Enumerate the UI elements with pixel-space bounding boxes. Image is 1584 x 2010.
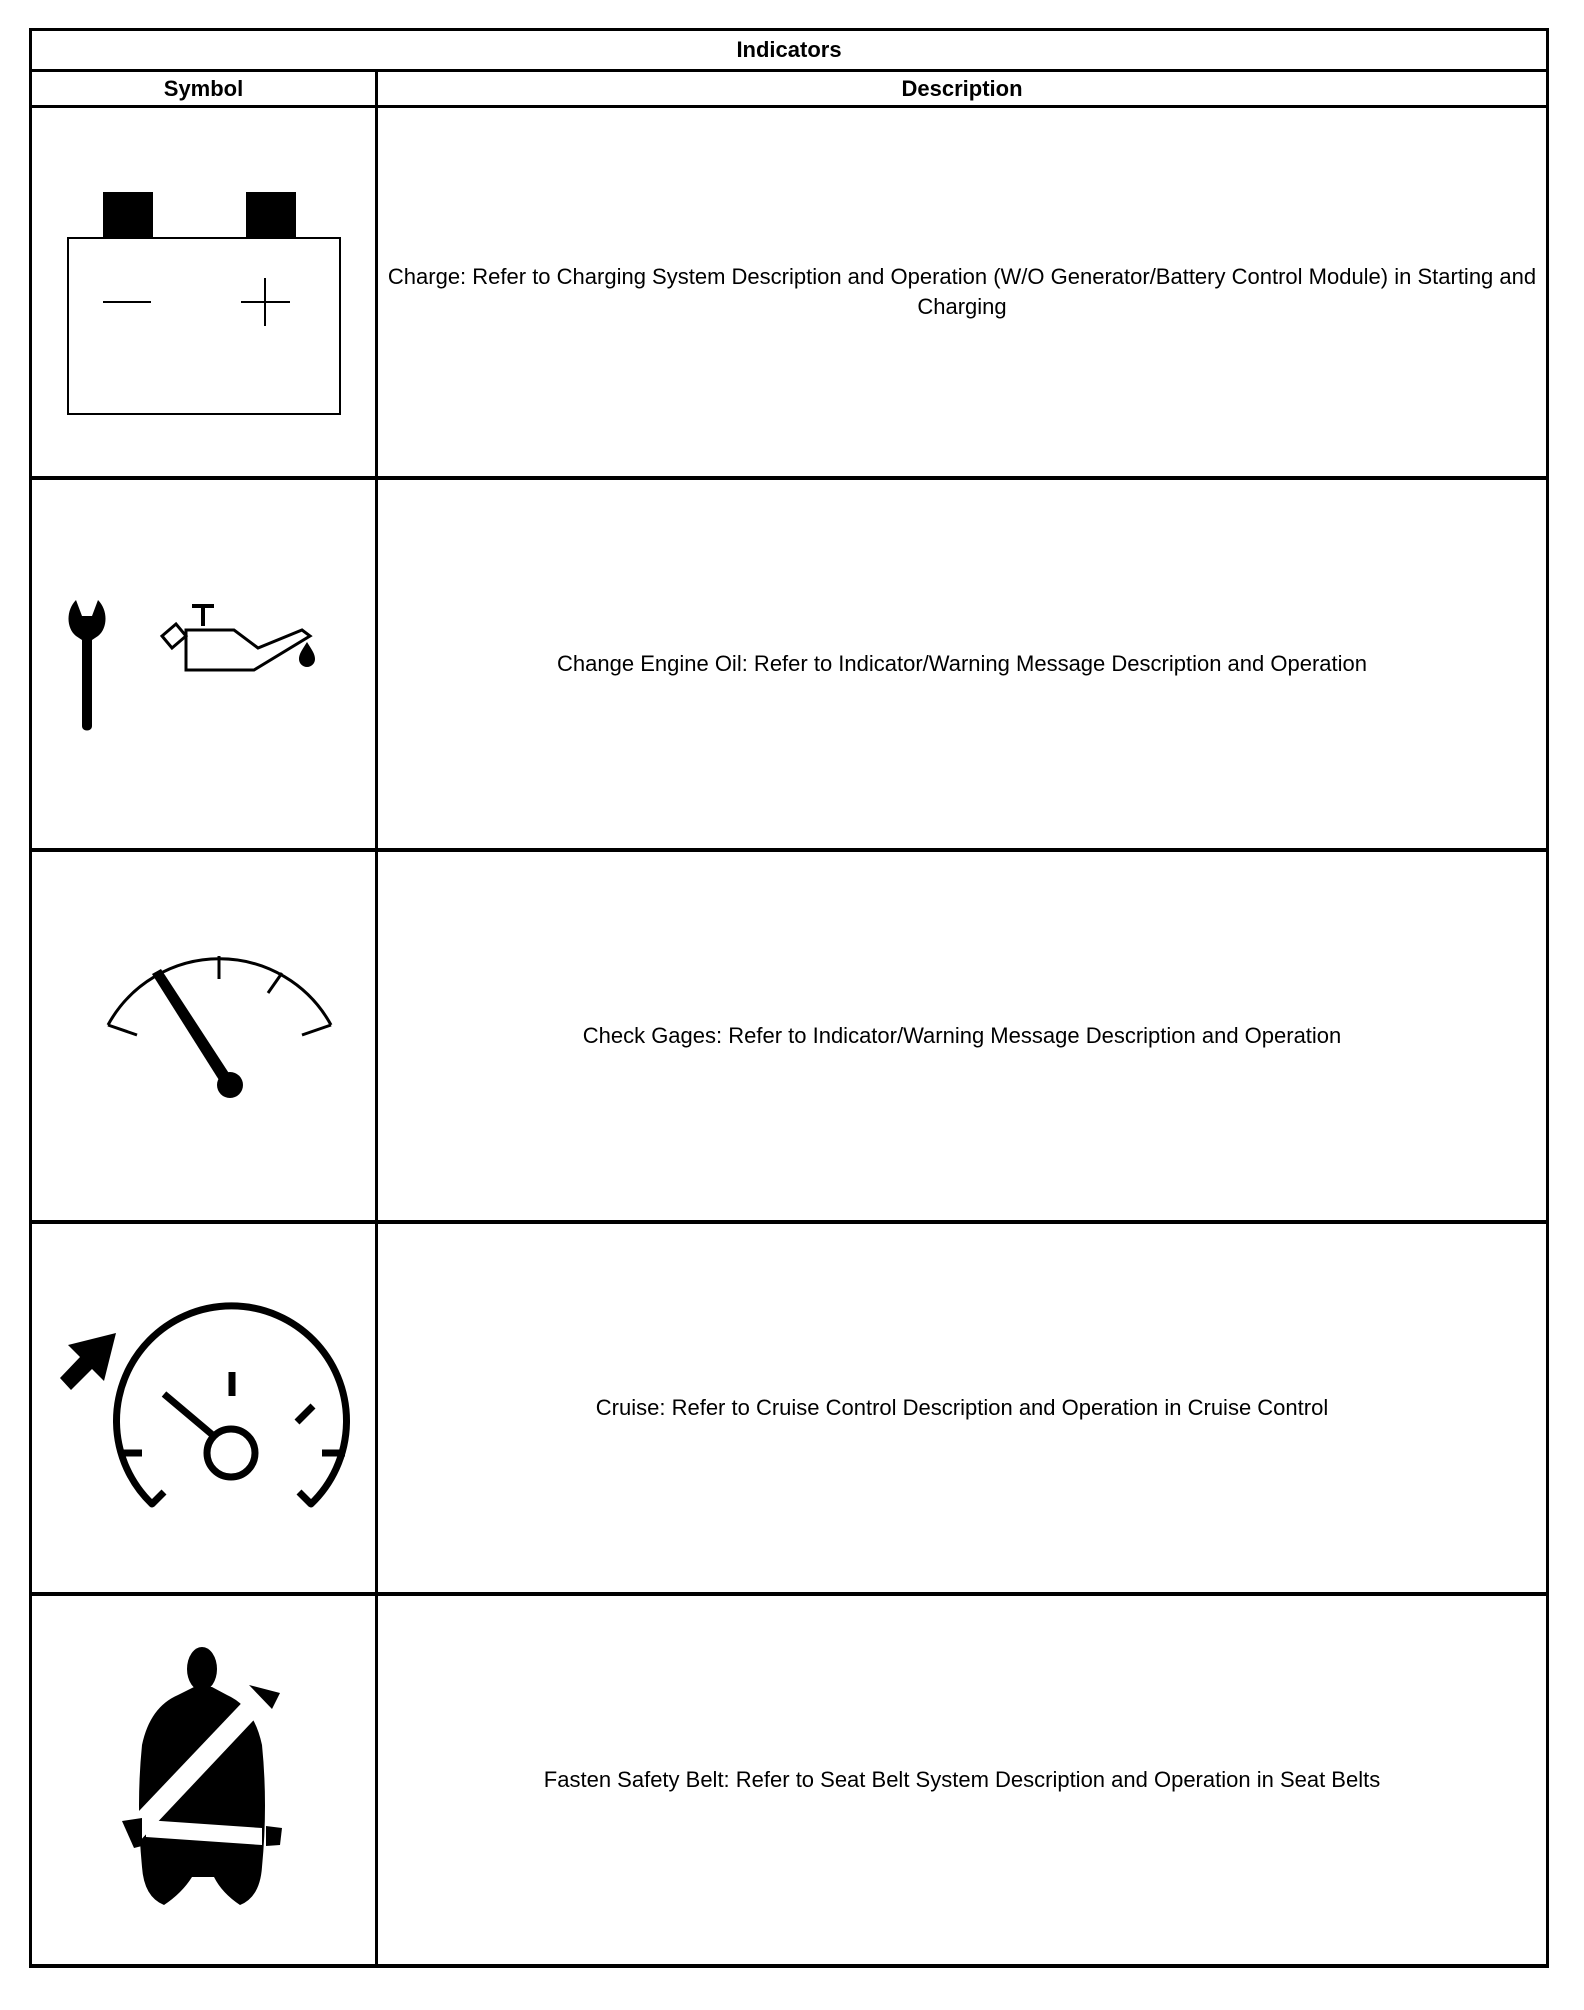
- description-cell: Change Engine Oil: Refer to Indicator/Warning Message Description and Operation: [377, 478, 1548, 850]
- battery-charge-icon: [59, 162, 349, 422]
- column-header-description: Description: [377, 71, 1548, 107]
- check-gages-icon: [54, 936, 354, 1136]
- fasten-seat-belt-icon: [54, 1635, 354, 1925]
- table-row-change-engine-oil: [31, 478, 1548, 850]
- change-engine-oil-icon: [54, 574, 354, 754]
- symbol-cell: [31, 107, 377, 479]
- column-header-symbol: Symbol: [31, 71, 377, 107]
- symbol-cell: [31, 1594, 377, 1966]
- table-row-check-gages: [31, 850, 1548, 1222]
- table-title-row: [31, 30, 1548, 71]
- table-row-cruise: [31, 1222, 1548, 1594]
- description-cell: Cruise: Refer to Cruise Control Description and Operation in Cruise Control: [377, 1222, 1548, 1594]
- description-cell: Charge: Refer to Charging System Description and Operation (W/O Generator/Battery Control Module) in Starting and Charging: [377, 107, 1548, 479]
- symbol-cell: [31, 850, 377, 1222]
- table-row-fasten-safety-belt: [31, 1594, 1548, 1966]
- symbol-cell: [31, 1222, 377, 1594]
- description-cell: Check Gages: Refer to Indicator/Warning Message Description and Operation: [377, 850, 1548, 1222]
- indicators-table-container: [29, 28, 1546, 1968]
- table-header-row: [31, 71, 1548, 107]
- indicators-table: [29, 28, 1549, 1968]
- table-row-charge: [31, 107, 1548, 479]
- symbol-cell: [31, 478, 377, 850]
- description-cell: Fasten Safety Belt: Refer to Seat Belt System Description and Operation in Seat Belts: [377, 1594, 1548, 1966]
- cruise-control-icon: [54, 1283, 354, 1533]
- table-title: Indicators: [31, 30, 1548, 71]
